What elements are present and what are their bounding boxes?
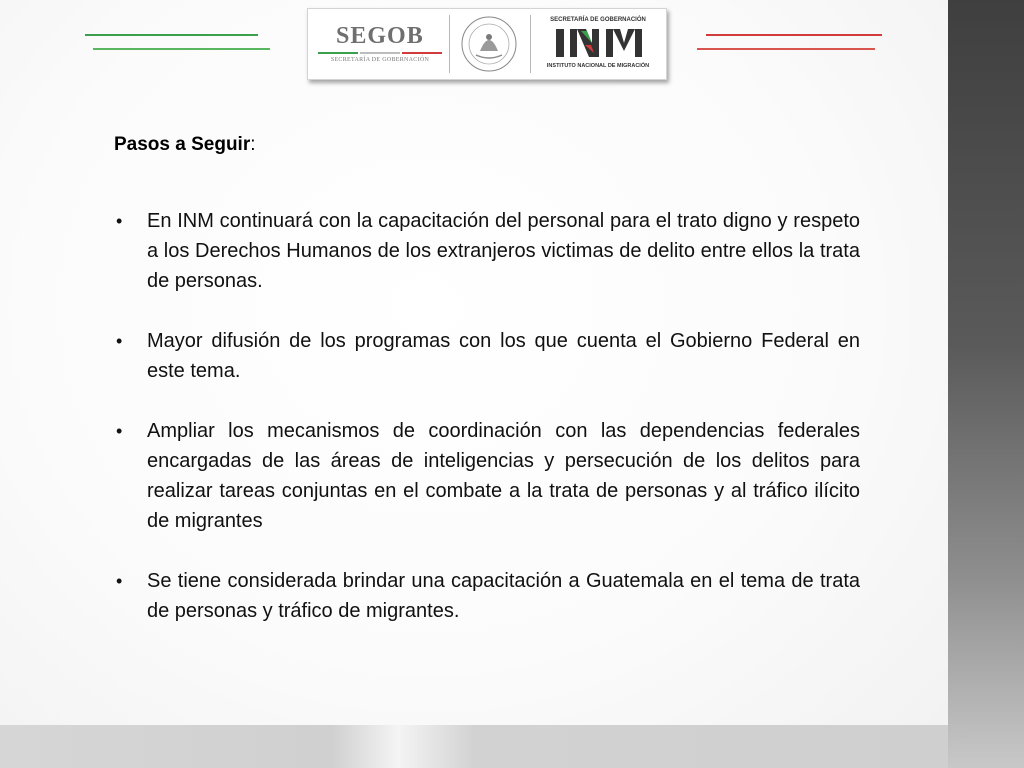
segob-logo [318,15,442,73]
green-decor-line [93,48,270,50]
inm-logo-top-text: SECRETARÍA DE GOBERNACIÓN [550,17,646,23]
steps-list [114,206,860,656]
red-decor-line [706,34,882,36]
bullet-icon: • [116,211,123,231]
segob-red-stripe [402,52,442,54]
segob-green-stripe [318,52,358,54]
page-number: 8 [957,726,965,741]
inm-logo [538,15,658,73]
list-item [114,566,860,626]
list-item [114,206,860,296]
inm-logo-mark [556,27,642,59]
heading-colon: : [250,134,256,155]
section-heading [114,134,256,156]
bullet-icon: • [116,331,123,351]
heading-text: Pasos a Seguir [114,134,251,155]
segob-white-stripe [360,52,400,54]
segob-logo-text: SEGOB [336,23,424,49]
logo-banner [307,8,667,80]
logo-divider [530,15,531,73]
list-item-text: Ampliar los mecanismos de coordinación con las dependencias federales encargadas de las áreas de inteligencias y persecución de los delitos para realizar tareas conjuntas en el combate a la trata de personas y al tráfico ilícito de migrantes [147,420,860,532]
mexico-seal-icon [458,15,520,73]
list-item [114,326,860,386]
list-item-text: Se tiene considerada brindar una capacitación a Guatemala en el tema de trata de personas y tráfico de migrantes. [147,570,860,622]
logo-divider [449,15,450,73]
list-item-text: En INM continuará con la capacitación del personal para el trato digno y respeto a los Derechos Humanos de los extranjeros victimas de delito entre ellos la trata de personas. [147,210,860,292]
inm-logo-bottom-text: INSTITUTO NACIONAL DE MIGRACIÓN [546,63,650,69]
bottom-bar [0,725,948,768]
list-item-text: Mayor difusión de los programas con los que cuenta el Gobierno Federal en este tema. [147,330,860,382]
list-item [114,416,860,536]
red-decor-line [697,48,875,50]
bullet-icon: • [116,571,123,591]
right-sidebar-bar [948,0,1024,768]
bullet-icon: • [116,421,123,441]
green-decor-line [85,34,258,36]
segob-logo-subtitle: SECRETARÍA DE GOBERNACIÓN [330,57,430,63]
